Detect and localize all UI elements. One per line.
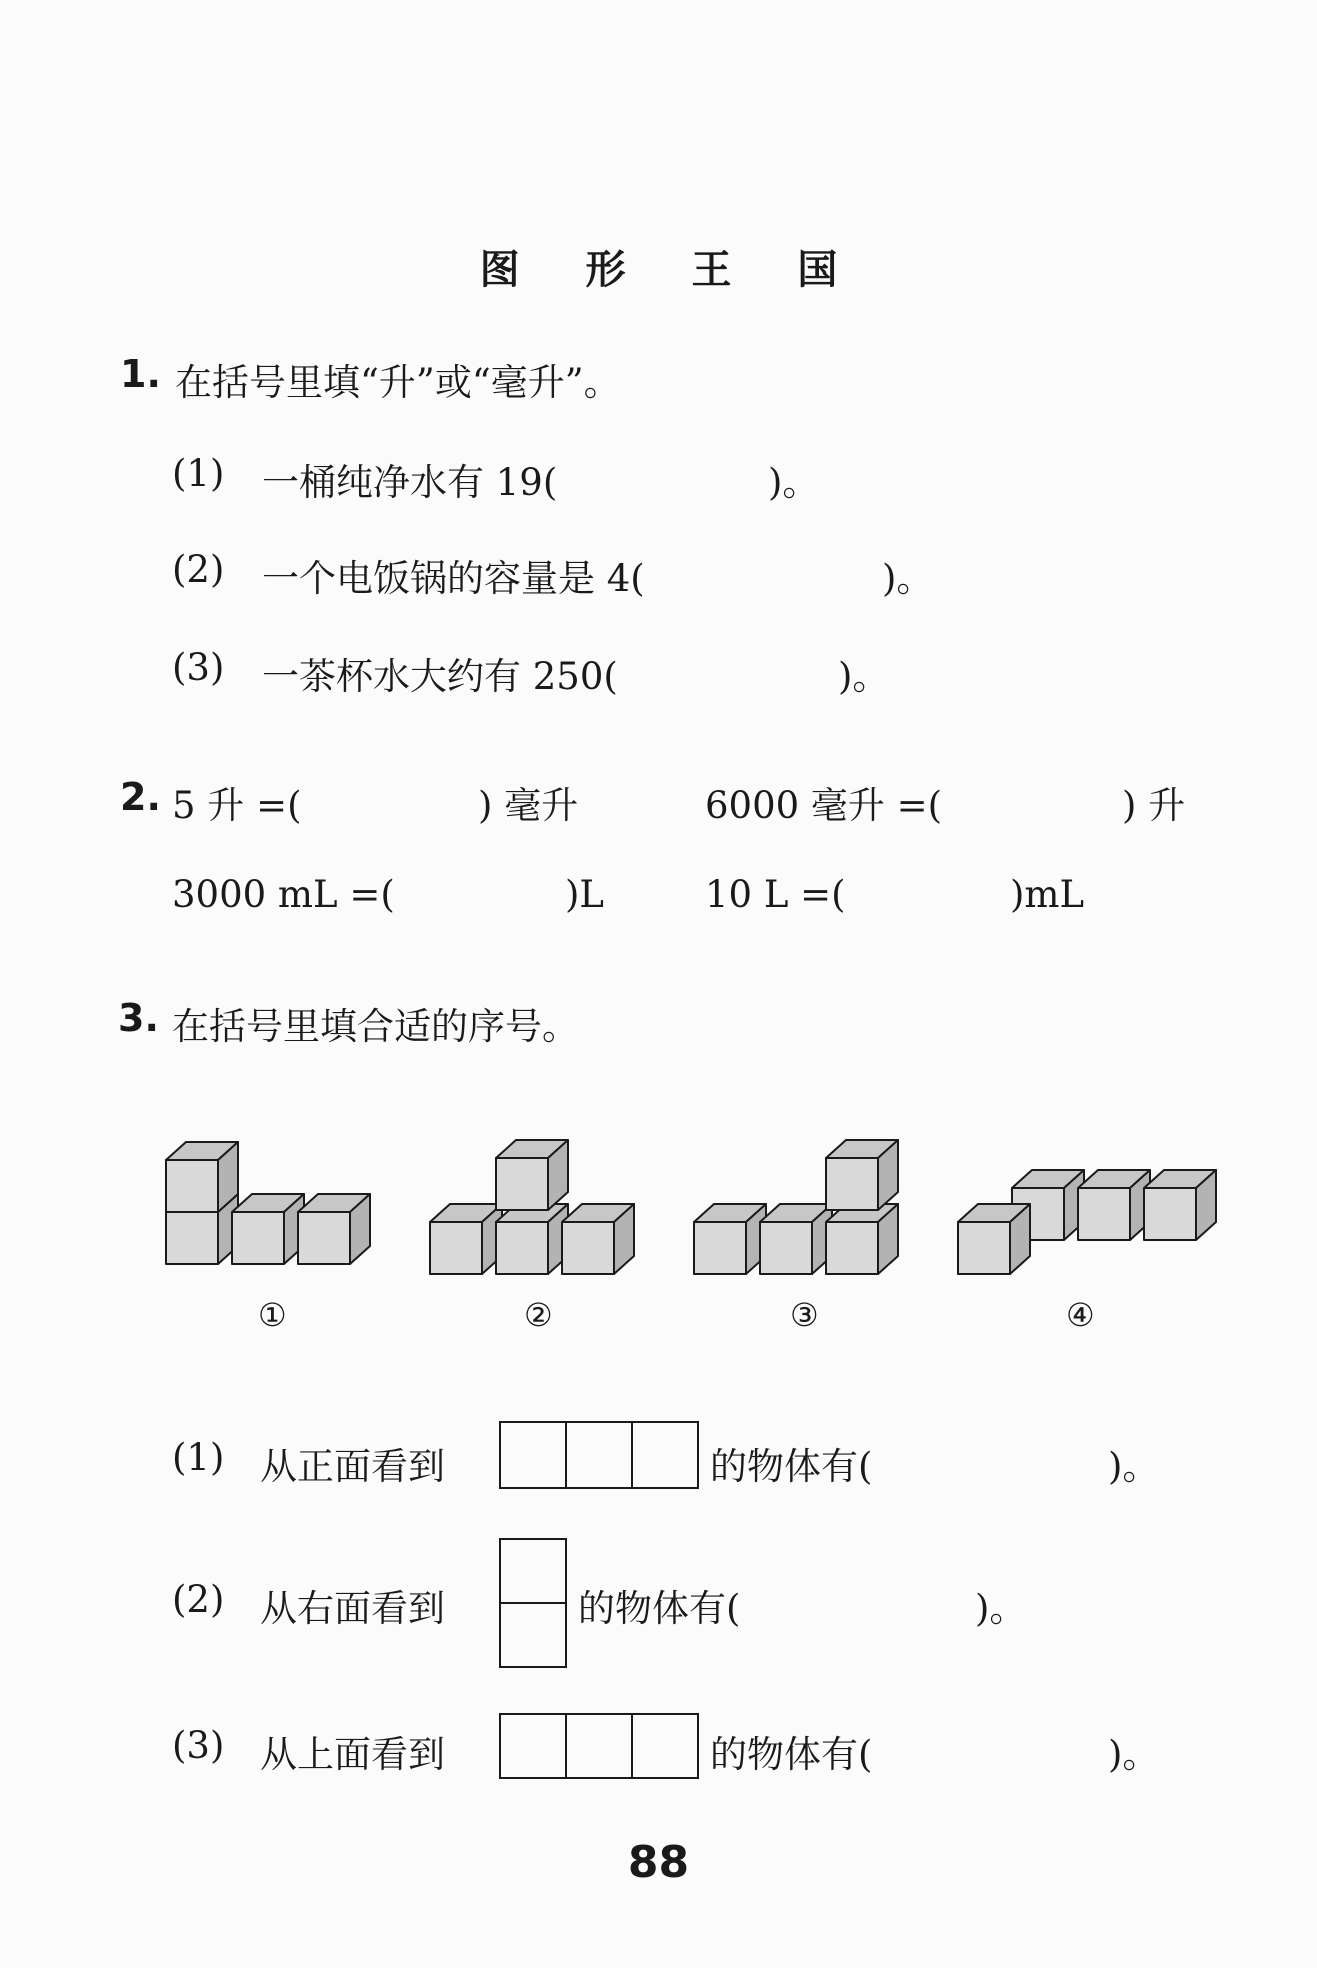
q3-item1-text: 从正面看到 (260, 1445, 445, 1488)
q3-number: 3. (118, 996, 159, 1040)
figure-3-cubes (694, 1140, 898, 1274)
cube-front-face (166, 1160, 218, 1212)
q1-prompt: 在括号里填“升”或“毫升”。 (175, 361, 621, 404)
front-view-grid (500, 1422, 698, 1488)
cube-front-face (166, 1212, 218, 1264)
q3-item2-text: 从右面看到 (260, 1587, 445, 1630)
q3-item2-tail: 的物体有( (578, 1587, 741, 1630)
cube-front-face (232, 1212, 284, 1264)
q1-item1-text: 一桶纯净水有 19( (262, 461, 558, 504)
q2-item1-right: ) 毫升 (478, 784, 579, 827)
q1-item2-close: )。 (882, 557, 934, 600)
cube-front-face (430, 1222, 482, 1274)
figure-1-cubes (166, 1142, 370, 1264)
q3-item3-tail: 的物体有( (710, 1733, 873, 1776)
q2-number: 2. (120, 775, 161, 819)
q2-item4-left: 10 L =( (705, 873, 846, 916)
q3-item3-text: 从上面看到 (260, 1733, 445, 1776)
q2-item2-left: 6000 毫升 =( (705, 784, 943, 827)
cube-front-face (958, 1222, 1010, 1274)
cube-front-face (694, 1222, 746, 1274)
q3-item1-label: (1) (172, 1436, 225, 1479)
q2-item2-right: ) 升 (1122, 784, 1186, 827)
figure-4-label: ④ (1066, 1296, 1095, 1334)
top-view-grid (500, 1714, 698, 1778)
q3-item1-close: )。 (1108, 1445, 1160, 1488)
cube-front-face (826, 1158, 878, 1210)
q3-item3-label: (3) (172, 1724, 225, 1767)
q1-item1-close: )。 (768, 461, 820, 504)
cube-front-face (562, 1222, 614, 1274)
q3-item3-close: )。 (1108, 1733, 1160, 1776)
q1-item2-label: (2) (172, 548, 225, 591)
q2-item4-right: )mL (1010, 873, 1085, 916)
q1-item2-text: 一个电饭锅的容量是 4( (262, 557, 645, 600)
cube-front-face (826, 1222, 878, 1274)
page-title: 图 形 王 国 (479, 247, 864, 293)
cube-front-face (496, 1222, 548, 1274)
q2-item3-right: )L (565, 873, 605, 916)
q3-item1-tail: 的物体有( (710, 1445, 873, 1488)
q1-item1-label: (1) (172, 452, 225, 495)
q1-number: 1. (120, 352, 161, 396)
figure-4-cubes (958, 1170, 1216, 1274)
q2-item1-left: 5 升 =( (172, 784, 302, 827)
q1-item3-label: (3) (172, 646, 225, 689)
cube-front-face (298, 1212, 350, 1264)
figure-1-label: ① (258, 1296, 287, 1334)
q1-item3-close: )。 (838, 655, 890, 698)
right-view-grid (500, 1539, 566, 1667)
q1-item3-text: 一茶杯水大约有 250( (262, 655, 618, 698)
cube-front-face (760, 1222, 812, 1274)
q3-item2-close: )。 (975, 1587, 1027, 1630)
figure-2-label: ② (524, 1296, 553, 1334)
cube-front-face (496, 1158, 548, 1210)
cube-front-face (1144, 1188, 1196, 1240)
page-number: 88 (627, 1837, 690, 1888)
cube-front-face (1078, 1188, 1130, 1240)
figure-2-cubes (430, 1140, 634, 1274)
figure-3-label: ③ (790, 1296, 819, 1334)
q3-prompt: 在括号里填合适的序号。 (172, 1005, 579, 1048)
q3-item2-label: (2) (172, 1578, 225, 1621)
q2-item3-left: 3000 mL =( (172, 873, 395, 916)
